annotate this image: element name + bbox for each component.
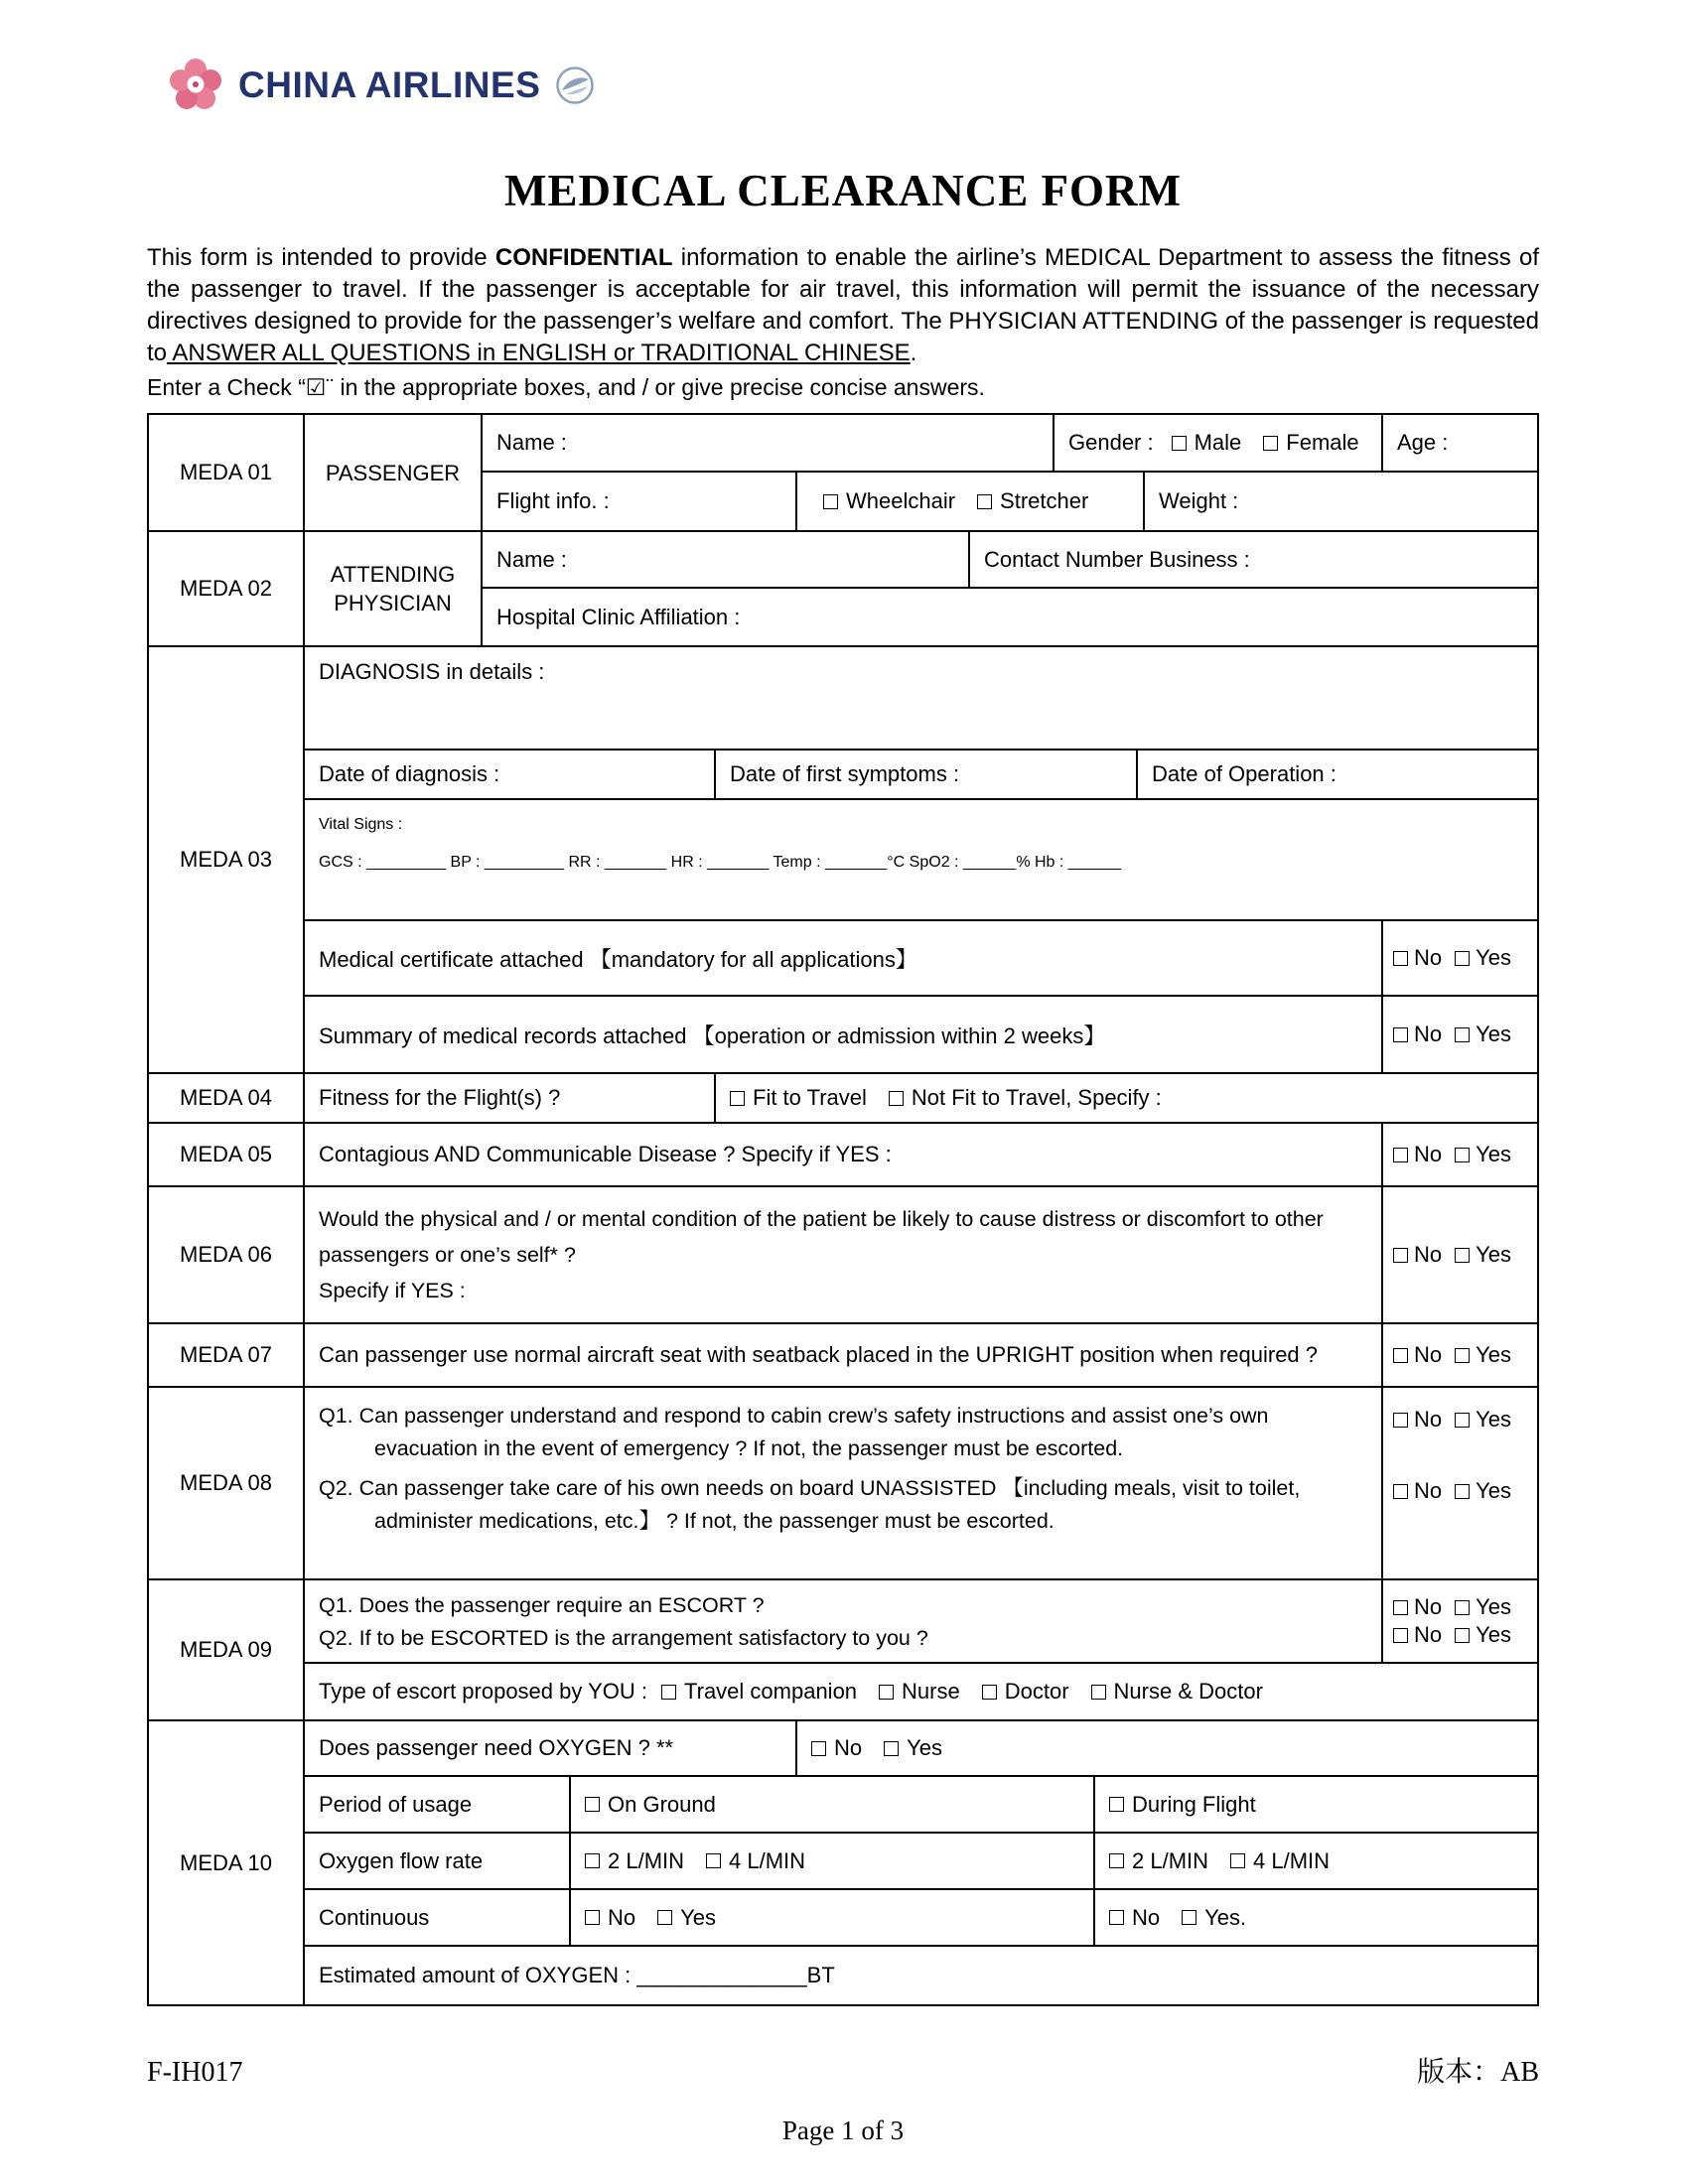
meda02-section-label: ATTENDING PHYSICIAN [305, 532, 483, 645]
vital-signs-title: Vital Signs : [319, 816, 403, 833]
checkbox-label: Yes [907, 1735, 943, 1760]
escort-type-options [661, 1679, 1263, 1705]
checkbox-icon [585, 1797, 600, 1812]
checkbox-icon [1455, 1484, 1470, 1499]
passenger-name-field[interactable] [483, 415, 1055, 471]
distress-specify-label[interactable]: Specify if YES : [319, 1279, 466, 1302]
checkbox-icon [1230, 1853, 1245, 1868]
estimated-oxygen-label: Estimated amount of OXYGEN : ______________BT [319, 1963, 835, 1987]
meda09-code: MEDA 09 [149, 1580, 305, 1719]
checkbox-flow-4[interactable] [706, 1848, 805, 1874]
checkbox-yes[interactable] [1455, 1022, 1511, 1047]
age-label: Age : [1397, 430, 1449, 455]
escort-noyes-column [1383, 1580, 1537, 1662]
checkbox-icon [1109, 1797, 1124, 1812]
checkbox-icon [585, 1853, 600, 1868]
checkbox-yes[interactable] [1455, 1142, 1511, 1167]
checkbox-no[interactable] [1393, 1142, 1442, 1167]
checkbox-yes[interactable] [1455, 1477, 1511, 1505]
oxygen-question-label: Does passenger need OXYGEN ? ** [319, 1735, 674, 1760]
mobility-options [797, 473, 1145, 530]
plum-blossom-icon [167, 57, 224, 114]
gender-options [1172, 430, 1359, 456]
checkbox-icon [1393, 1600, 1408, 1615]
checkbox-icon [884, 1741, 899, 1756]
checkbox-icon [585, 1910, 600, 1925]
checkbox-label: Doctor [1004, 1679, 1069, 1704]
checkbox-label: On Ground [608, 1791, 716, 1817]
checkbox-label: No [1414, 1342, 1443, 1367]
checkbox-no[interactable] [1393, 1342, 1442, 1368]
checkbox-label: Yes [1476, 1407, 1512, 1432]
escort-type-label: Type of escort proposed by YOU : [319, 1679, 647, 1704]
continuous-cell [305, 1890, 571, 1945]
checkbox-no[interactable] [1393, 1593, 1442, 1621]
checkbox-icon [661, 1685, 676, 1700]
checkbox-not-fit[interactable] [889, 1085, 1162, 1111]
date-of-operation-field[interactable] [1138, 751, 1537, 798]
checkbox-label: Yes. [1204, 1904, 1247, 1930]
checkbox-yes[interactable] [1455, 1593, 1511, 1621]
checkbox-label: No [1414, 1142, 1443, 1166]
medical-certificate-noyes [1383, 921, 1537, 995]
date-of-diagnosis-field[interactable] [305, 751, 716, 798]
fitness-options [716, 1074, 1537, 1122]
escort-q1-label: Q1. Does the passenger require an ESCORT ? [319, 1593, 765, 1617]
vital-signs-blanks[interactable]: GCS : _________ BP : _________ RR : _______ HR : _______ Temp : _______°C SpO2 : ______% Hb : ______ [319, 854, 1122, 871]
escort-q1-noyes [1393, 1593, 1524, 1621]
escort-q2-noyes [1393, 1621, 1524, 1649]
hospital-affiliation-label: Hospital Clinic Affiliation : [496, 604, 741, 629]
checkbox-flow-4[interactable] [1230, 1848, 1330, 1874]
airline-logo [167, 56, 1539, 115]
checkbox-female[interactable] [1263, 430, 1358, 456]
checkbox-icon [1455, 1600, 1470, 1615]
checkbox-label: Yes [1476, 945, 1512, 970]
date-of-diagnosis-label: Date of diagnosis : [319, 761, 500, 786]
intro-paragraph [147, 242, 1539, 369]
escort-q2-label: Q2. If to be ESCORTED is the arrangement satisfactory to you ? [319, 1626, 928, 1650]
intro-tail: . [910, 340, 917, 366]
checkbox-label: Nurse & Doctor [1113, 1679, 1263, 1704]
checkbox-male[interactable] [1172, 430, 1242, 456]
safety-q2-label: Q2. Can passenger take care of his own needs on board UNASSISTED 【including meals, visit to toilet, administer medications, etc.】 ? If not, the passenger must be escorted. [319, 1476, 1301, 1533]
medical-form-table [147, 413, 1539, 2006]
checkbox-label: Fit to Travel [753, 1085, 867, 1110]
checkbox-during-flight[interactable] [1109, 1792, 1256, 1818]
meda09-row [149, 1580, 1537, 1721]
checkbox-icon [1263, 436, 1278, 451]
safety-q2-noyes [1393, 1477, 1524, 1505]
checkbox-icon [730, 1091, 745, 1106]
date-of-operation-label: Date of Operation : [1152, 761, 1336, 786]
meda04-code: MEDA 04 [149, 1074, 305, 1122]
escort-questions-cell [305, 1580, 1383, 1662]
physician-name-field[interactable] [483, 532, 970, 587]
contagious-noyes [1383, 1124, 1537, 1185]
checkbox-label: Yes [1476, 1622, 1512, 1647]
checkbox-icon [1182, 1910, 1196, 1925]
fitness-question-cell [305, 1074, 716, 1122]
age-field[interactable] [1383, 415, 1537, 471]
meda01-section-label: PASSENGER [305, 415, 483, 530]
checkbox-label: Male [1194, 430, 1242, 455]
meda10-code: MEDA 10 [149, 1721, 305, 2004]
checkbox-icon [1455, 1027, 1470, 1042]
version-label: 版本：AB [1417, 2057, 1539, 2088]
checkbox-no[interactable] [1393, 945, 1442, 971]
checkbox-icon [1455, 951, 1470, 966]
checkbox-icon [1455, 1413, 1470, 1428]
checkbox-no[interactable] [1109, 1905, 1160, 1931]
checkbox-icon [1172, 436, 1187, 451]
checkbox-yes[interactable] [1455, 1406, 1511, 1433]
checkbox-label: Yes [1476, 1594, 1512, 1619]
meda08-code: MEDA 08 [149, 1388, 305, 1578]
checkbox-yes-period[interactable] [1182, 1905, 1246, 1931]
checkbox-yes[interactable] [1455, 945, 1511, 971]
vital-signs-field[interactable] [305, 800, 1537, 919]
checkbox-no[interactable] [1393, 1621, 1442, 1649]
weight-field[interactable] [1145, 473, 1537, 530]
checkbox-label: No [608, 1904, 636, 1930]
continuous-flight-noyes [1095, 1890, 1537, 1945]
intro-confidential: CONFIDENTIAL [494, 244, 673, 271]
checkbox-no[interactable] [1393, 1477, 1442, 1505]
upright-seat-question-label: Can passenger use normal aircraft seat with seatback placed in the UPRIGHT position when required ? [319, 1342, 1319, 1367]
meda01-row [149, 415, 1537, 532]
hospital-affiliation-field[interactable] [483, 589, 1537, 645]
checkbox-icon [1393, 1248, 1408, 1263]
checkbox-label: No [1414, 1478, 1443, 1503]
meda10-row [149, 1721, 1537, 2004]
checkbox-label: During Flight [1132, 1791, 1256, 1817]
checkbox-icon [1393, 1027, 1408, 1042]
intro-body: information to enable the airline’s MEDICAL Department to assess the fitness of the passenger to travel. If the passenger is acceptable for air travel, this information will permit the issuance of the necessary directives designed to provide for the passenger’s welfare and comfort. The PHYSICIAN ATTENDING of the passenger is requested to [147, 244, 1539, 366]
checkbox-label: Stretcher [1000, 488, 1089, 513]
upright-seat-noyes [1383, 1324, 1537, 1386]
intro-underlined: ANSWER ALL QUESTIONS in ENGLISH or TRADITIONAL CHINESE [167, 340, 911, 366]
checkbox-label: 2 L/MIN [1132, 1847, 1209, 1873]
medical-certificate-label-cell [305, 921, 1383, 995]
checkbox-icon [889, 1091, 904, 1106]
checkbox-yes[interactable] [1455, 1621, 1511, 1649]
checkbox-icon [811, 1741, 826, 1756]
checkbox-label: No [1414, 1242, 1443, 1267]
checkbox-icon [1455, 1628, 1470, 1643]
checkbox-icon [1109, 1853, 1124, 1868]
meda03-code: MEDA 03 [149, 647, 305, 1072]
checkbox-icon [657, 1910, 672, 1925]
checkbox-label: Yes [680, 1904, 717, 1930]
checkbox-label: Wheelchair [846, 488, 956, 513]
estimated-oxygen-field[interactable] [305, 1947, 1537, 2004]
checkbox-label: No [1414, 1022, 1443, 1046]
flight-info-field[interactable] [483, 473, 797, 530]
contact-number-label: Contact Number Business : [984, 546, 1250, 572]
checkbox-label: No [1414, 1407, 1443, 1432]
page-number: Page 1 of 3 [781, 2116, 905, 2145]
checkbox-stretcher[interactable] [977, 488, 1088, 514]
period-ground-option [571, 1777, 1095, 1832]
meda08-row [149, 1388, 1537, 1580]
checkbox-travel-companion[interactable] [661, 1679, 857, 1705]
checkbox-label: Yes [1476, 1022, 1512, 1046]
period-of-usage-cell [305, 1777, 571, 1832]
diagnosis-field[interactable] [305, 647, 1537, 749]
safety-q1-noyes [1393, 1406, 1524, 1433]
checkbox-no[interactable] [585, 1905, 635, 1931]
checkbox-icon [1109, 1910, 1124, 1925]
checkbox-on-ground[interactable] [585, 1792, 716, 1818]
gender-label: Gender : [1068, 430, 1154, 455]
escort-type-row [305, 1664, 1537, 1719]
checkbox-yes[interactable] [657, 1905, 716, 1931]
checkbox-label: Travel companion [684, 1679, 858, 1704]
oxygen-flow-rate-cell [305, 1834, 571, 1888]
checkbox-icon [1455, 1348, 1470, 1363]
date-first-symptoms-field[interactable] [716, 751, 1138, 798]
checkbox-no[interactable] [811, 1735, 862, 1761]
checkbox-flow-2[interactable] [1109, 1848, 1208, 1874]
checkbox-icon [1393, 1628, 1408, 1643]
meda02-code: MEDA 02 [149, 532, 305, 645]
date-first-symptoms-label: Date of first symptoms : [730, 761, 960, 786]
checkbox-label: Nurse [902, 1679, 960, 1704]
mobility-checks [823, 488, 1088, 514]
flight-info-label: Flight info. : [496, 488, 610, 513]
checkbox-icon [982, 1685, 997, 1700]
checkbox-label: Yes [1476, 1478, 1512, 1503]
oxygen-question-cell [305, 1721, 797, 1775]
flow-ground-options [571, 1834, 1095, 1888]
checkbox-icon [1091, 1685, 1106, 1700]
checkbox-label: Yes [1476, 1142, 1512, 1166]
continuous-label: Continuous [319, 1904, 430, 1930]
checkbox-icon [1393, 1348, 1408, 1363]
airline-name: CHINA AIRLINES [238, 65, 541, 105]
contagious-question-cell [305, 1124, 1383, 1185]
checkbox-yes[interactable] [1455, 1342, 1511, 1368]
checkbox-icon [1393, 1484, 1408, 1499]
safety-questions-cell [305, 1388, 1383, 1578]
checkbox-icon [977, 494, 992, 509]
checkbox-yes[interactable] [884, 1735, 942, 1761]
medical-records-label: Summary of medical records attached 【operation or admission within 2 weeks】 [319, 1023, 1106, 1048]
meda07-code: MEDA 07 [149, 1324, 305, 1386]
flow-flight-options [1095, 1834, 1537, 1888]
continuous-ground-noyes [571, 1890, 1095, 1945]
meda06-code: MEDA 06 [149, 1187, 305, 1322]
meda04-row [149, 1074, 1537, 1124]
checkbox-label: No [834, 1735, 863, 1760]
checkbox-icon [1393, 951, 1408, 966]
checkbox-nurse-doctor[interactable] [1091, 1679, 1263, 1705]
checkbox-icon [879, 1685, 894, 1700]
page-title: MEDICAL CLEARANCE FORM [503, 166, 1182, 215]
oxygen-noyes [797, 1721, 1537, 1775]
oxygen-flow-rate-label: Oxygen flow rate [319, 1847, 484, 1873]
diagnosis-label: DIAGNOSIS in details : [319, 659, 545, 684]
meda03-row [149, 647, 1537, 1074]
passenger-name-label: Name : [496, 430, 567, 455]
airline-emblem-icon [554, 65, 596, 106]
checkbox-label: 4 L/MIN [1253, 1847, 1331, 1873]
meda02-row [149, 532, 1537, 647]
checkbox-no[interactable] [1393, 1406, 1442, 1433]
upright-seat-question-cell [305, 1324, 1383, 1386]
checkbox-icon [1393, 1413, 1408, 1428]
medical-records-noyes [1383, 997, 1537, 1072]
checkbox-nurse[interactable] [879, 1679, 960, 1705]
meda07-row [149, 1324, 1537, 1388]
safety-q1-label: Q1. Can passenger understand and respond to cabin crew’s safety instructions and assist one’s own evacuation in the event of emergency ? If not, the passenger must be escorted. [319, 1404, 1269, 1460]
period-flight-option [1095, 1777, 1537, 1832]
checkbox-icon [706, 1853, 721, 1868]
period-of-usage-label: Period of usage [319, 1791, 473, 1817]
checkbox-label: Yes [1476, 1342, 1512, 1367]
checkbox-label: Yes [1476, 1242, 1512, 1267]
checkbox-no[interactable] [1393, 1022, 1442, 1047]
checkbox-icon [823, 494, 838, 509]
fitness-question-label: Fitness for the Flight(s) ? [319, 1085, 561, 1110]
checkbox-flow-2[interactable] [585, 1848, 684, 1874]
check-instruction: Enter a Check “☑¨ in the appropriate boxes, and / or give precise concise answers. [147, 374, 985, 400]
checkbox-label: Female [1286, 430, 1359, 455]
intro-lead: This form is intended to provide [147, 244, 495, 271]
weight-label: Weight : [1159, 488, 1239, 513]
checkbox-no[interactable] [1393, 1242, 1442, 1268]
meda05-row [149, 1124, 1537, 1187]
checkbox-icon [1455, 1148, 1470, 1162]
checkbox-fit[interactable] [730, 1085, 867, 1111]
distress-question-cell [305, 1187, 1383, 1322]
checkbox-label: No [1414, 1622, 1443, 1647]
meda06-row [149, 1187, 1537, 1324]
checkbox-icon [1455, 1248, 1470, 1263]
checkbox-wheelchair[interactable] [823, 488, 955, 514]
checkbox-label: 4 L/MIN [729, 1847, 806, 1873]
checkbox-icon [1393, 1148, 1408, 1162]
checkbox-yes[interactable] [1455, 1242, 1511, 1268]
medical-certificate-label: Medical certificate attached 【mandatory for all applications】 [319, 946, 917, 972]
form-code: F-IH017 [147, 2057, 243, 2088]
contagious-question-label: Contagious AND Communicable Disease ? Specify if YES : [319, 1142, 892, 1166]
checkbox-label: No [1414, 1594, 1443, 1619]
checkbox-label: No [1414, 945, 1443, 970]
gender-field [1055, 415, 1383, 471]
checkbox-label: 2 L/MIN [608, 1847, 685, 1873]
distress-question-label: Would the physical and / or mental condition of the patient be likely to cause distress or discomfort to other passengers or one’s self* ? [319, 1207, 1324, 1267]
footer [147, 2050, 1539, 2090]
checkbox-doctor[interactable] [982, 1679, 1069, 1705]
checkbox-label: Not Fit to Travel, Specify : [911, 1085, 1162, 1110]
meda01-code: MEDA 01 [149, 415, 305, 530]
meda05-code: MEDA 05 [149, 1124, 305, 1185]
contact-number-field[interactable] [970, 532, 1537, 587]
physician-name-label: Name : [496, 546, 567, 572]
safety-noyes-column [1383, 1388, 1537, 1578]
medical-records-label-cell [305, 997, 1383, 1072]
distress-noyes [1383, 1187, 1537, 1322]
checkbox-label: No [1132, 1904, 1161, 1930]
